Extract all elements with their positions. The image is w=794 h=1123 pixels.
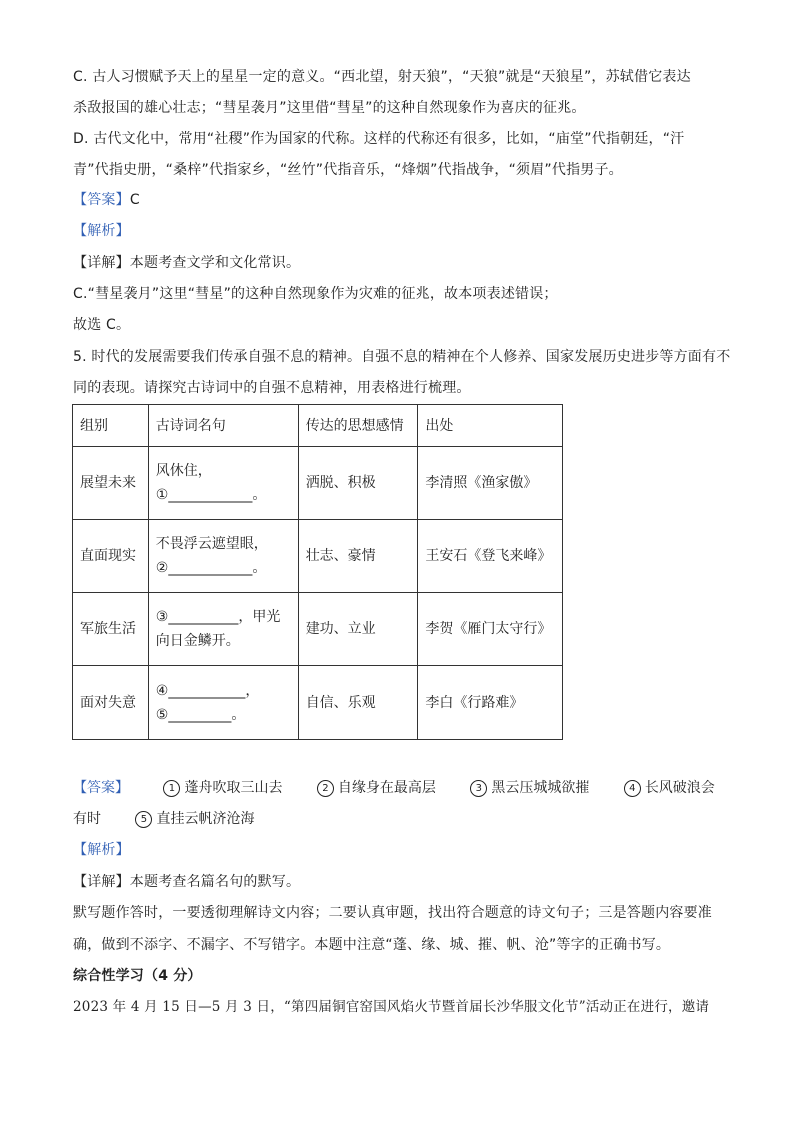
answer-text: 直挂云帆济沧海 [156,811,255,827]
group-cell: 面对失意 [73,666,149,740]
verse-blank: ②____________。 [155,560,267,576]
emotion-cell: 自信、乐观 [298,666,418,740]
answer2-line2 [73,808,254,830]
emotion-cell: 建功、立业 [298,593,418,666]
explanation-line: C.“彗星袭月”这里“彗星”的这种自然现象作为灾难的征兆，故本项表述错误； [73,286,558,302]
source-cell: 李白《行路难》 [418,666,563,740]
question5-line2: 同的表现。请探究古诗词中的自强不息精神，用表格进行梳理。 [73,380,471,396]
table-header-row [73,405,563,447]
analysis2-label: 【解析】 [73,842,130,858]
answer-text: 黑云压城城欲摧 [491,780,590,796]
verse-cell [148,666,298,740]
verse-cell [148,447,298,520]
answer-continuation: 有时 [73,811,101,827]
answer-item [135,808,254,830]
answer-label: 【答案】 [73,192,130,208]
answer-line [73,189,140,211]
table-row [73,666,563,740]
detail-line: 【详解】本题考查文学和文化常识。 [73,255,301,271]
table-header-cell: 古诗词名句 [148,405,298,447]
table-row [73,593,563,666]
poem-table [72,404,563,740]
circled-number: 5 [135,811,152,828]
verse-line: 向日金鳞开。 [155,633,240,649]
table-header-cell: 传达的思想感情 [298,405,418,447]
answer-text: 蓬舟吹取三山去 [184,780,283,796]
option-d-line2: 青”代指史册，“桑梓”代指家乡，“丝竹”代指音乐，“烽烟”代指战争，“须眉”代指男子。 [73,162,623,178]
circled-number: 3 [470,780,487,797]
verse-cell [148,593,298,666]
option-c-line2: 杀敌报国的雄心壮志；“彗星袭月”这里借“彗星”的这种自然现象作为喜庆的征兆。 [73,100,586,116]
table-header-cell: 组别 [73,405,149,447]
circled-number: 2 [317,780,334,797]
section-text: 2023 年 4 月 15 日—5 月 3 日，“第四届铜官窑国风焰火节暨首届长沙华服文化节”活动正在进行，邀请 [73,999,710,1015]
group-cell: 展望未来 [73,447,149,520]
option-c-line1: C. 古人习惯赋予天上的星星一定的意义。“西北望，射天狼”，“天狼”就是“天狼星”，苏轼借它表达 [73,69,691,85]
emotion-cell: 壮志、豪情 [298,520,418,593]
answer2-line [73,777,715,799]
answer2-label: 【答案】 [73,780,129,796]
answer-text: 长风破浪会 [644,780,715,796]
analysis2-body1: 默写题作答时，一要透彻理解诗文内容；二要认真审题，找出符合题意的诗文句子；三是答题内容要准 [73,905,712,921]
choose-line: 故选 C。 [73,317,131,333]
verse-cell [148,520,298,593]
answer-text: 自缘身在最高层 [337,780,436,796]
source-cell: 李贺《雁门太守行》 [418,593,563,666]
source-cell: 王安石《登飞来峰》 [418,520,563,593]
verse-line: ③__________，甲光 [155,609,281,625]
verse-blank: ①____________。 [155,487,267,503]
answer-item [470,777,589,799]
option-d-line1: D. 古代文化中，常用“社稷”作为国家的代称。这样的代称还有很多，比如，“庙堂”代指朝廷，“汗 [73,131,685,147]
group-cell: 军旅生活 [73,593,149,666]
analysis-label: 【解析】 [73,223,130,239]
answer-item [317,777,436,799]
answer-value: C [129,192,140,208]
source-cell: 李清照《渔家傲》 [418,447,563,520]
analysis2-body2: 确，做到不添字、不漏字、不写错字。本题中注意“蓬、缘、城、摧、帆、沧”等字的正确书写。 [73,937,671,953]
table-header-cell: 出处 [418,405,563,447]
verse-blank: ⑤_________。 [155,706,246,723]
table-row [73,520,563,593]
verse-line: 风休住， [155,463,212,479]
answer-item [163,777,282,799]
verse-line: 不畏浮云遮望眼， [155,536,268,552]
section-title: 综合性学习（4 分） [73,968,202,984]
table-row [73,447,563,520]
circled-number: 4 [624,780,641,797]
answer-item [624,777,715,799]
verse-blank: ④___________， [155,682,260,699]
detail2-line: 【详解】本题考查名篇名句的默写。 [73,874,301,890]
question5-line1: 5. 时代的发展需要我们传承自强不息的精神。自强不息的精神在个人修养、国家发展历史进步等方面有不 [73,349,731,365]
group-cell: 直面现实 [73,520,149,593]
circled-number: 1 [163,780,180,797]
emotion-cell: 洒脱、积极 [298,447,418,520]
